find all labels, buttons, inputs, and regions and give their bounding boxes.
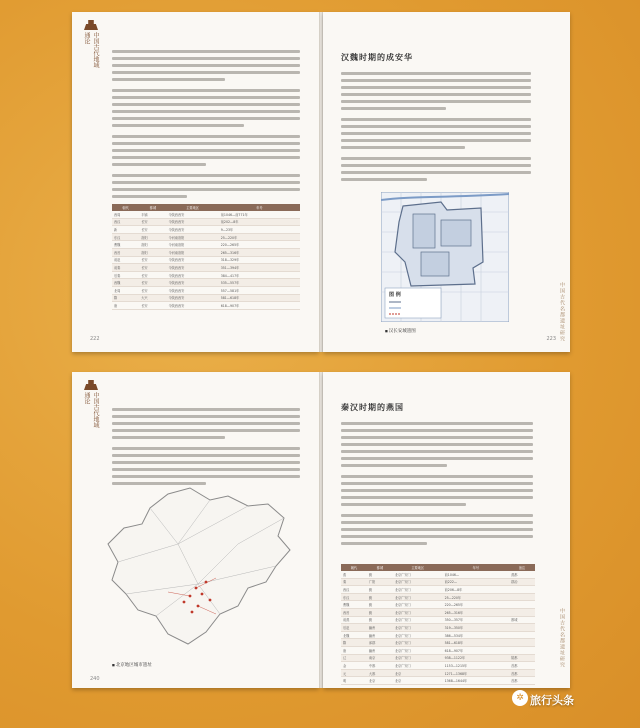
table-cell: 北京广安门 [393,646,443,654]
table-header: 主要地区 [393,564,443,571]
page-number: 240 [90,676,100,682]
table-cell: 今陕西西安 [166,286,218,294]
table-cell: 首都 [509,669,535,677]
table-cell: 西汉 [112,218,139,226]
table-cell: 北京广安门 [393,586,443,594]
table-cell: 北京广安门 [393,578,443,586]
map-legend-title: 图 例 [389,292,401,298]
table-cell: 北京广安门 [393,616,443,624]
table-cell: 燕 [341,571,367,578]
table-cell: 今陕西西安 [166,264,218,272]
table-cell: 长安 [139,226,166,234]
table-cell: 幽州 [367,624,393,632]
table-cell: 25—220年 [443,593,509,601]
table-row [112,256,300,264]
table-row [112,302,300,310]
table-cell: 北京广安门 [393,639,443,647]
table-cell: 南京 [367,654,393,662]
table-cell: 1153—1215年 [443,662,509,670]
tower-icon [84,20,98,30]
table-cell: 北京 [367,677,393,685]
table-cell: 曹魏 [112,241,139,249]
table-row [112,211,300,218]
logo-text: 中国古代地域通论 [83,32,99,68]
table-cell: 后秦 [112,271,139,279]
table-row [341,586,535,594]
table-cell: 涿郡 [367,639,393,647]
watermark-icon: ✲ [512,690,528,706]
beijing-map [98,484,298,654]
table-row [112,279,300,287]
table-cell: 燕都 [509,571,535,578]
table-cell: 蓟 [367,571,393,578]
table-cell: 今河南洛阳 [166,248,218,256]
table-cell: 幽州 [367,646,393,654]
table-cell: 蓟 [367,608,393,616]
book-logo [78,380,104,428]
page-number: 223 [546,336,556,342]
table-cell: 前燕 [341,616,367,624]
table-cell: 蓟 [367,616,393,624]
table-cell: 386—534年 [443,631,509,639]
table-cell: 首都 [509,662,535,670]
table-cell: 318—329年 [219,256,300,264]
table-cell: 今河南洛阳 [166,241,218,249]
table-cell: 蓟 [367,586,393,594]
table-cell: 北京 [393,669,443,677]
table-cell: 265—316年 [219,248,300,256]
table-header: 年号 [219,204,300,211]
table-header: 朝代 [112,204,139,211]
table-row [112,286,300,294]
table-cell: 洛阳 [139,248,166,256]
table-row [112,233,300,241]
logo-text: 中国古代地域通论 [83,392,99,428]
table-cell: 1271—1368年 [443,669,509,677]
table-cell: 1368—1644年 [443,677,509,685]
table-cell: 北京广安门 [393,601,443,609]
table-cell: 北京广安门 [393,593,443,601]
table-header: 主要地区 [166,204,218,211]
table-cell: 明 [341,677,367,685]
table-cell: 220—265年 [219,241,300,249]
table-cell: 前206—8年 [443,586,509,594]
table-cell: 今陕西西安 [166,218,218,226]
table-cell: 351—394年 [219,264,300,272]
table-cell: 前赵 [112,256,139,264]
table-cell: 曹魏 [341,601,367,609]
table-cell: 后赵 [341,624,367,632]
table-cell [509,586,535,594]
watermark-text: 旅行头条 [530,694,574,707]
table-cell: 今陕西西安 [166,211,218,218]
table-cell: 蓟 [367,593,393,601]
table-cell: 北周 [112,286,139,294]
capital-table [112,204,300,310]
table-row [341,646,535,654]
top-left-page [72,12,319,352]
table-row [112,241,300,249]
body-text [341,72,531,185]
table-cell: 618—907年 [219,302,300,310]
table-header: 年号 [443,564,509,571]
body-text [112,408,300,489]
page-number: 222 [90,336,100,342]
table-cell: 隋 [112,294,139,302]
table-cell: 北京广安门 [393,662,443,670]
table-cell: 洛阳 [139,233,166,241]
table-cell: 938—1122年 [443,654,509,662]
table-cell: 蓟 [367,601,393,609]
table-cell: 中都 [367,662,393,670]
table-cell: 今河南洛阳 [166,233,218,241]
table-cell: 元 [341,669,367,677]
table-row [112,294,300,302]
capital-table [341,564,535,685]
table-row [112,226,300,234]
table-cell [509,601,535,609]
table-cell: 郡治 [509,578,535,586]
table-row [112,271,300,279]
table-header: 朝代 [341,564,367,571]
table-cell: 384—417年 [219,271,300,279]
table-cell: 秦 [341,578,367,586]
table-cell: 北京广安门 [393,624,443,632]
table-cell: 新 [112,226,139,234]
bottom-right-page [323,372,570,688]
table-cell: 今陕西西安 [166,226,218,234]
table-cell: 前222— [443,578,509,586]
table-cell: 长安 [139,286,166,294]
table-row [341,601,535,609]
map-caption: ■ 北京地区城市遗址 [112,662,152,668]
table-cell: 长安 [139,271,166,279]
table-cell [509,639,535,647]
tower-icon [84,380,98,390]
table-row [341,654,535,662]
table-cell: 今陕西西安 [166,279,218,287]
table-cell: 西魏 [112,279,139,287]
table-cell [509,631,535,639]
table-cell: 北京广安门 [393,631,443,639]
table-cell: 今陕西西安 [166,271,218,279]
table-cell: 陪都 [509,654,535,662]
table-cell: 唐 [112,302,139,310]
table-cell: 25—220年 [219,233,300,241]
table-cell: 前202—8年 [219,218,300,226]
table-row [341,669,535,677]
table-row [341,616,535,624]
table-cell [509,608,535,616]
table-cell: 长安 [139,279,166,287]
table-row [341,662,535,670]
table-cell: 北京广安门 [393,571,443,578]
table-cell: 都城 [509,616,535,624]
table-cell: 首都 [509,677,535,685]
side-title: 中国古代名都遗址研究 [559,282,565,342]
table-row [341,631,535,639]
table-row [341,677,535,685]
table-cell: 长安 [139,218,166,226]
table-cell: 隋 [341,639,367,647]
table-cell: 北京广安门 [393,654,443,662]
table-cell: 9—23年 [219,226,300,234]
table-row [112,248,300,256]
table-cell: 长安 [139,302,166,310]
table-cell: 唐 [341,646,367,654]
table-header: 都城 [367,564,393,571]
table-row [341,639,535,647]
top-book-spread [72,12,570,352]
bottom-left-page [72,372,319,688]
table-row [341,593,535,601]
map-caption: ■ 汉长安城遗图 [385,328,416,334]
body-text [112,50,300,202]
table-cell: 前1046—前771年 [219,211,300,218]
table-cell: 金 [341,662,367,670]
table-cell: 319—350年 [443,624,509,632]
table-cell: 北京 [393,677,443,685]
table-cell: 丰镐 [139,211,166,218]
table-cell: 581—618年 [443,639,509,647]
table-cell: 北京广安门 [393,608,443,616]
table-cell: 东汉 [341,593,367,601]
table-cell: 557—581年 [219,286,300,294]
table-cell: 大都 [367,669,393,677]
table-cell: 今陕西西安 [166,256,218,264]
table-cell: 广阳 [367,578,393,586]
table-cell: 今陕西西安 [166,294,218,302]
body-text [341,422,533,549]
table-cell: 535—557年 [219,279,300,287]
table-cell: 265—316年 [443,608,509,616]
table-row [341,578,535,586]
table-row [112,218,300,226]
table-row [341,571,535,578]
table-row [112,264,300,272]
table-cell: 西汉 [341,586,367,594]
book-logo [78,20,104,68]
table-cell: 辽 [341,654,367,662]
top-right-page [323,12,570,352]
table-cell [509,646,535,654]
table-cell: 东汉 [112,233,139,241]
table-cell: 洛阳 [139,241,166,249]
table-cell: 今陕西西安 [166,302,218,310]
table-cell: 西晋 [341,608,367,616]
table-cell: 220—265年 [443,601,509,609]
section-heading: 秦汉时期的燕国 [341,402,404,412]
chang-an-map [381,192,509,322]
table-cell: 幽州 [367,631,393,639]
table-header: 备注 [509,564,535,571]
table-cell: 西周 [112,211,139,218]
table-cell: 350—357年 [443,616,509,624]
table-cell: 前秦 [112,264,139,272]
table-cell: 长安 [139,256,166,264]
table-cell: 西晋 [112,248,139,256]
table-cell: 大兴 [139,294,166,302]
bottom-book-spread [72,372,570,688]
table-cell: 618—907年 [443,646,509,654]
table-row [341,608,535,616]
table-row [341,624,535,632]
side-title: 中国古代名都遗址研究 [559,608,565,668]
section-heading: 汉魏时期的成安华 [341,52,413,62]
table-header: 都城 [139,204,166,211]
table-cell [509,624,535,632]
table-cell: 长安 [139,264,166,272]
table-cell [509,593,535,601]
table-cell: 北魏 [341,631,367,639]
table-cell: 前1046— [443,571,509,578]
table-cell: 581—618年 [219,294,300,302]
